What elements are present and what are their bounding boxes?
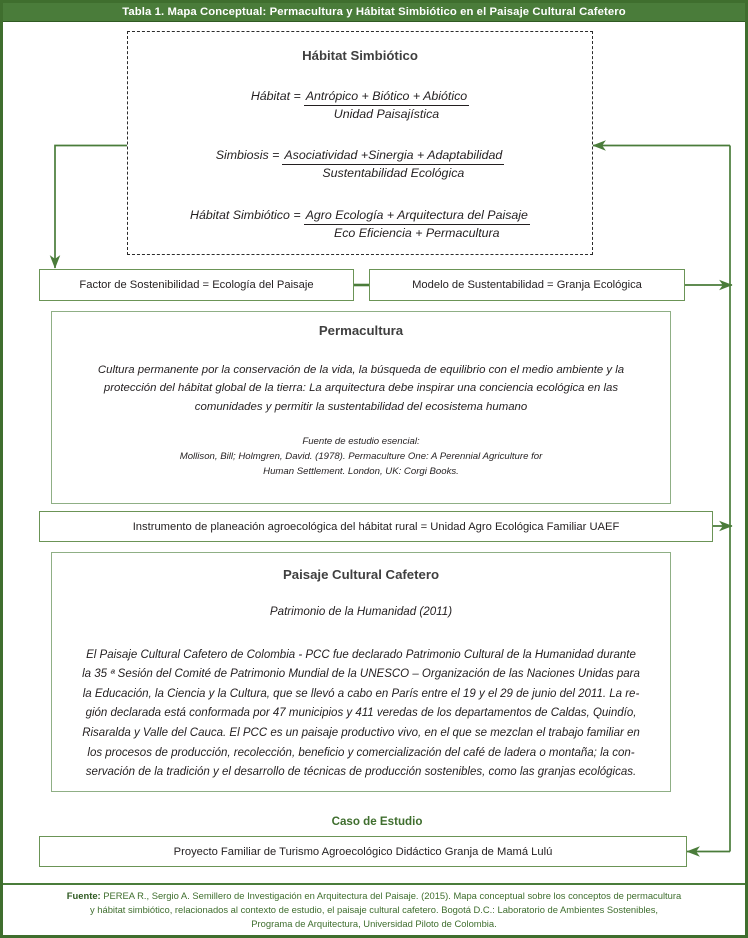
permacultura-box <box>51 311 671 504</box>
modelo-sustentabilidad-box <box>369 269 685 301</box>
proyecto-familiar-label: Proyecto Familiar de Turismo Agroecológico Didáctico Granja de Mamá Lulú <box>173 845 553 858</box>
factor-sostenibilidad-box <box>39 269 354 301</box>
instrumento-planeacion-box <box>39 511 713 542</box>
formula-habitat-numerator: Antrópico + Biótico + Abiótico <box>304 89 469 106</box>
footer-line-3: Programa de Arquitectura, Universidad Piloto de Colombia. <box>251 918 497 930</box>
pcc-subtitle: Patrimonio de la Humanidad (2011) <box>269 605 453 618</box>
proyecto-familiar-box <box>39 836 687 867</box>
formula-habitat-simbiotico-numerator: Agro Ecología + Arquitectura del Paisaje <box>304 208 530 225</box>
formula-simbiosis-numerator: Asociatividad +Sinergia + Adaptabilidad <box>282 148 504 165</box>
formula-habitat-simbiotico-denominator: Eco Eficiencia + Permacultura <box>333 225 500 240</box>
pcc-paragraph-line: los procesos de producción, recolección, beneficio y comercialización del café de ladera o montaña; la con- <box>87 746 635 759</box>
permacultura-paragraph-line: Cultura permanente por la conservación de la vida, la búsqueda de equilibrio con el medio ambiente y la <box>97 364 625 376</box>
caso-estudio-heading: Caso de Estudio <box>331 815 423 828</box>
formula-habitat-denominator: Unidad Paisajística <box>333 107 440 122</box>
paisaje-cultural-cafetero-box <box>51 552 671 792</box>
formula-simbiosis-lhs: Simbiosis = <box>215 148 280 163</box>
pcc-paragraph <box>52 646 670 783</box>
footer-prefix: Fuente: <box>66 889 101 901</box>
footer-line-2: y hábitat simbiótico, relacionados al contexto de estudio, el paisaje cultural cafetero. Bogotá D.C.: Laboratorio de Ambientes Sostenibles, <box>89 903 659 915</box>
permacultura-source-line: Human Settlement. London, UK: Corgi Books. <box>263 466 459 478</box>
permacultura-source-label: Fuente de estudio esencial: <box>302 436 420 448</box>
footer-line-1-text: PEREA R., Sergio A. Semillero de Investigación en Arquitectura del Paisaje. (2015). Mapa conceptual sobre los conceptos de permacultura <box>100 889 682 901</box>
permacultura-paragraph <box>52 361 670 416</box>
formula-habitat-simbiotico-lhs: Hábitat Simbiótico = <box>190 207 301 222</box>
pcc-paragraph-line: Risaralda y Valle del Cauca. El PCC es un paisaje productivo vivo, en el que se mezclan el trabajo familiar en <box>82 726 640 739</box>
figure-source-footer <box>3 883 745 935</box>
formula-habitat <box>128 89 592 122</box>
instrumento-planeacion-label: Instrumento de planeación agroecológica del hábitat rural = Unidad Agro Ecológica Familiar UAEF <box>132 520 620 533</box>
pcc-paragraph-line: la 35 ª Sesión del Comité de Patrimonio Mundial de la UNESCO – Organización de las Naciones Unidas para <box>82 668 640 681</box>
habitat-simbiotico-box <box>127 31 593 255</box>
pcc-paragraph-line: gión declarada está conformada por 47 municipios y 411 veredas de los departamentos de Caldas, Quindío, <box>85 707 637 720</box>
figure-source-text <box>67 889 681 932</box>
left-feedback-arrow <box>55 146 127 269</box>
figure-title-bar <box>0 0 748 22</box>
permacultura-paragraph-line: protección del hábitat global de la tierra: La arquitectura debe inspirar una conciencia ecológica en las <box>103 382 619 395</box>
permacultura-source-line: Mollison, Bill; Holmgren, David. (1978). Permaculture One: A Perennial Agriculture for <box>179 451 543 463</box>
formula-habitat-lhs: Hábitat = <box>250 89 301 103</box>
factor-sostenibilidad-label: Factor de Sostenibilidad = Ecología del Paisaje <box>79 279 314 291</box>
caso-estudio-heading-wrap <box>3 812 748 830</box>
pcc-heading: Paisaje Cultural Cafetero <box>282 567 440 582</box>
pcc-paragraph-line: la Educación, la Ciencia y la Cultura, que se llevó a cabo en París entre el 19 y el 29 de junio del 2011. La re- <box>82 687 640 700</box>
habitat-heading: Hábitat Simbiótico <box>302 48 418 63</box>
formula-simbiosis <box>128 148 592 181</box>
pcc-paragraph-line: servación de la tradición y el desarrollo de técnicas de producción sostenibles, como las granjas ecológicas. <box>85 766 637 779</box>
formula-habitat-simbiotico <box>128 208 592 241</box>
modelo-sustentabilidad-label: Modelo de Sustentabilidad = Granja Ecológica <box>412 279 642 291</box>
figure-title: Tabla 1. Mapa Conceptual: Permacultura y Hábitat Simbiótico en el Paisaje Cultural Cafetero <box>122 6 626 18</box>
permacultura-heading: Permacultura <box>318 323 404 338</box>
formula-simbiosis-denominator: Sustentabilidad Ecológica <box>322 166 465 181</box>
pcc-paragraph-line: El Paisaje Cultural Cafetero de Colombia - PCC fue declarado Patrimonio Cultural de la Humanidad durante <box>86 648 636 661</box>
permacultura-paragraph-line: comunidades y permitir la sustentabilidad del ecosistema humano <box>194 400 528 413</box>
permacultura-source <box>52 435 670 480</box>
footer-line-1 <box>67 889 681 903</box>
